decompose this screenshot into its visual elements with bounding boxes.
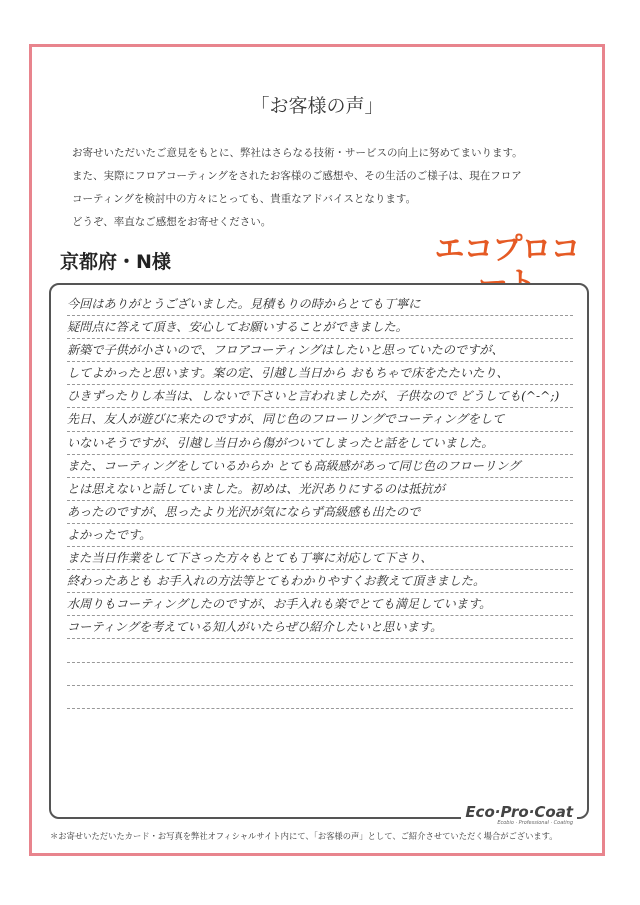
brand-name: エコプロコ [434, 232, 580, 267]
handwritten-line: 終わったあとも お手入れの方法等とてもわかりやすくお教えて頂きました。 [67, 570, 573, 593]
intro-line: また、実際にフロアコーティングをされたお客様のご感想や、その生活のご様子は、現在フロア [72, 170, 522, 182]
handwritten-line: あったのですが、思ったより光沢が気にならず高級感も出たので [67, 501, 573, 524]
handwritten-line: してよかったと思います。案の定、引越し当日から おもちゃで床をたたいたり、 [67, 362, 573, 385]
handwritten-line: 水周りもコーティングしたのですが、お手入れも楽でとても満足しています。 [67, 593, 573, 616]
intro-line: どうぞ、率直なご感想をお寄せください。 [72, 216, 272, 228]
handwritten-line: 疑問点に答えて頂き、安心してお願いすることができました。 [67, 316, 573, 339]
intro-line: お寄せいただいたご意見をもとに、弊社はさらなる技術・サービスの向上に努めてまいります。 [72, 147, 523, 159]
handwritten-line: ひきずったりし本当は、しないで下さいと言われましたが、子供なので どうしても(^-^;) [67, 385, 573, 408]
handwritten-line: コーティングを考えている知人がいたらぜひ紹介したいと思います。 [67, 616, 573, 639]
card-logo [461, 804, 577, 826]
card-logo-sub: Ecobio · Professional · Coating [497, 820, 573, 826]
handwritten-line [67, 686, 573, 709]
page-frame [29, 44, 605, 856]
card-logo-name: Eco·Pro·Coat [465, 803, 573, 821]
handwritten-line [67, 639, 573, 662]
intro-line: コーティングを検討中の方々にとっても、貴重なアドバイスとなります。 [72, 193, 417, 205]
handwritten-line: よかったです。 [67, 524, 573, 547]
handwritten-line: また当日作業をして下さった方々もとても丁寧に対応して下さり、 [67, 547, 573, 570]
handwritten-line: また、コーティングをしているからか とても高級感があって同じ色のフローリング [67, 455, 573, 478]
customer-name: 京都府・N様 [60, 251, 171, 273]
handwritten-card [49, 283, 589, 826]
page-title: 「お客様の声」 [250, 95, 384, 117]
handwritten-line: いないそうですが、引越し当日から傷がついてしまったと話をしていました。 [67, 432, 573, 455]
handwritten-line: 先日、友人が遊びに来たのですが、同じ色のフローリングでコーティングをして [67, 408, 573, 431]
handwritten-line: 今回はありがとうございました。見積もりの時からとても丁寧に [67, 293, 573, 316]
handwritten-lines [67, 293, 573, 709]
footnote: ＊お寄せいただいたカード・お写真を弊社オフィシャルサイト内にて、「お客様の声」として、ご紹介させていただく場合がございます。 [50, 831, 558, 841]
handwritten-line: 新築で子供が小さいので、フロアコーティングはしたいと思っていたのですが、 [67, 339, 573, 362]
handwritten-line: とは思えないと話していました。初めは、光沢ありにするのは抵抗が [67, 478, 573, 501]
handwritten-line [67, 663, 573, 686]
intro-text [72, 142, 582, 234]
